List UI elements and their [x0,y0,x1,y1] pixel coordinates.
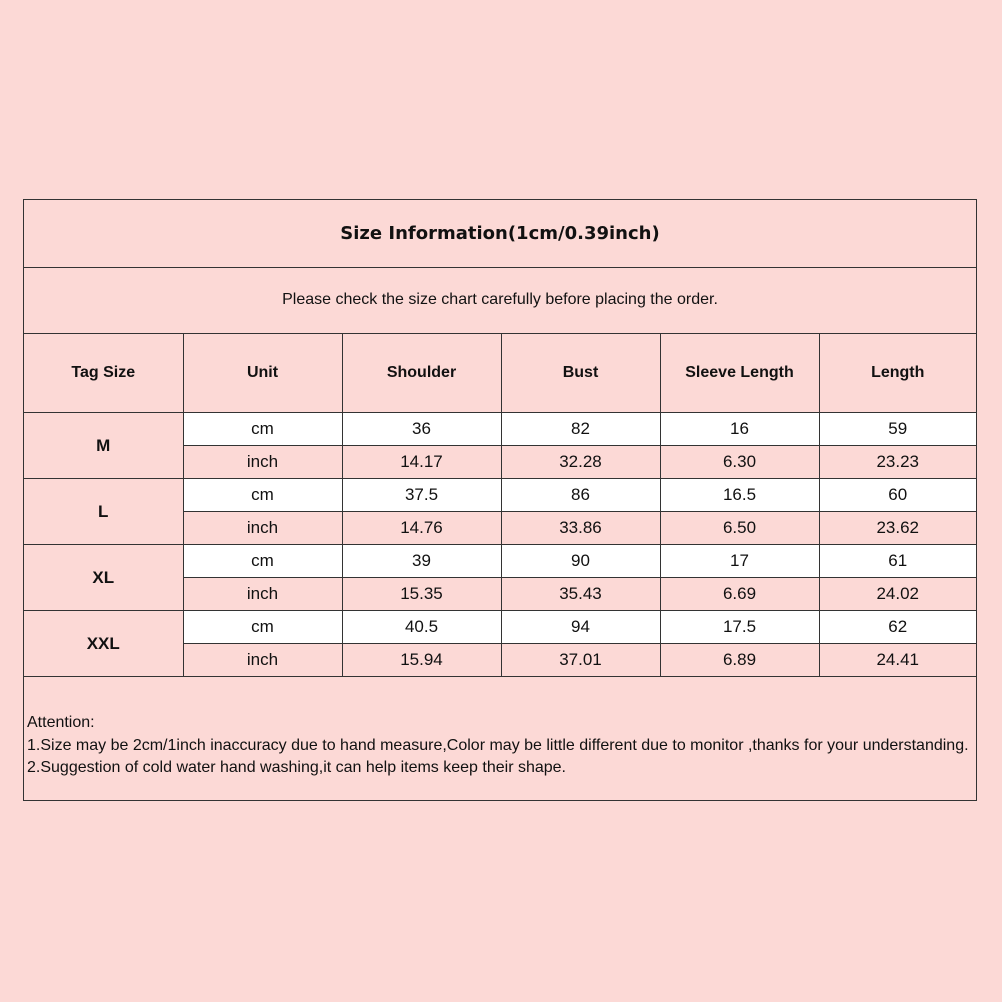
table-row [24,545,976,578]
shoulder-cell: 36 [342,413,501,446]
sleeve-length-cell: 6.89 [660,644,819,677]
header-length: Length [819,333,976,413]
unit-cell: cm [183,413,342,446]
bust-cell: 94 [501,611,660,644]
unit-cell: cm [183,545,342,578]
header-shoulder: Shoulder [342,333,501,413]
shoulder-cell: 15.94 [342,644,501,677]
length-cell: 61 [819,545,976,578]
table-row [24,479,976,512]
bust-cell: 86 [501,479,660,512]
tag-size-cell: XXL [24,611,183,677]
unit-cell: cm [183,611,342,644]
unit-cell: inch [183,446,342,479]
bust-cell: 37.01 [501,644,660,677]
shoulder-cell: 40.5 [342,611,501,644]
shoulder-cell: 39 [342,545,501,578]
sleeve-length-cell: 17.5 [660,611,819,644]
sleeve-length-cell: 16.5 [660,479,819,512]
unit-cell: cm [183,479,342,512]
tag-size-cell: XL [24,545,183,611]
length-cell: 60 [819,479,976,512]
bust-cell: 35.43 [501,578,660,611]
shoulder-cell: 37.5 [342,479,501,512]
unit-cell: inch [183,578,342,611]
length-cell: 59 [819,413,976,446]
attention-notes [27,712,971,780]
bust-cell: 32.28 [501,446,660,479]
chart-title: Size Information(1cm/0.39inch) [24,200,976,268]
table-row [24,611,976,644]
bust-cell: 33.86 [501,512,660,545]
attention-line-1: 1.Size may be 2cm/1inch inaccuracy due to hand measure,Color may be little different due to monitor ,thanks for your understanding. [27,736,969,754]
shoulder-cell: 14.17 [342,446,501,479]
tag-size-cell: L [24,479,183,545]
bust-cell: 82 [501,413,660,446]
length-cell: 23.23 [819,446,976,479]
length-cell: 62 [819,611,976,644]
length-cell: 24.02 [819,578,976,611]
unit-cell: inch [183,512,342,545]
tag-size-cell: M [24,413,183,479]
header-unit: Unit [183,333,342,413]
size-chart-card [23,199,977,801]
length-cell: 24.41 [819,644,976,677]
header-bust: Bust [501,333,660,413]
sleeve-length-cell: 6.30 [660,446,819,479]
header-sleeve-length: Sleeve Length [660,333,819,413]
unit-cell: inch [183,644,342,677]
header-row [24,333,976,413]
header-tag-size: Tag Size [24,333,183,413]
sleeve-length-cell: 6.69 [660,578,819,611]
shoulder-cell: 15.35 [342,578,501,611]
order-note: Please check the size chart carefully before placing the order. [24,267,976,334]
table-row [24,413,976,446]
sleeve-length-cell: 16 [660,413,819,446]
bust-cell: 90 [501,545,660,578]
length-cell: 23.62 [819,512,976,545]
attention-heading: Attention: [27,714,95,731]
shoulder-cell: 14.76 [342,512,501,545]
size-table [24,333,976,677]
sleeve-length-cell: 17 [660,545,819,578]
sleeve-length-cell: 6.50 [660,512,819,545]
attention-line-2: 2.Suggestion of cold water hand washing,it can help items keep their shape. [27,759,566,777]
